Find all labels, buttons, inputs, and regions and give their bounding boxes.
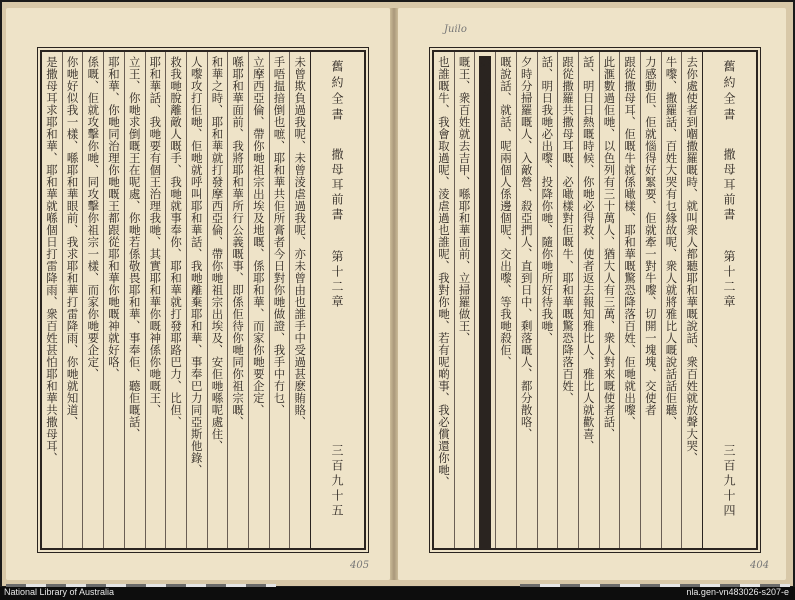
text-column: 嘅說話、就話、呢兩個人係邊個呢、交出嚟、等我哋殺佢、: [495, 52, 516, 548]
text-column: 牛嚟、撒羅話、百姓大哭有乜緣故呢、衆人就將雅比人嘅說話話佢聽、: [661, 52, 682, 548]
text-column: 去你處使者到嗰撒羅嘅時、就叫衆人都聽耶和華嘅說話、衆百姓就放聲大哭、: [681, 52, 702, 548]
book-name: 撒母耳前書: [722, 148, 736, 223]
page-number: 三百九十四: [722, 444, 736, 519]
text-column: 是撒母耳求耶和華、耶和華就喺個日打雷降雨、衆百姓甚怕耶和華共撒母耳、: [44, 56, 59, 464]
library-credit: National Library of Australia: [4, 587, 115, 597]
book-name: 撒母耳前書: [330, 148, 344, 223]
text-column: 此滙數過佢哋、以色列有三十萬人、猶大人有三萬、衆人對來嘅使者話、: [599, 52, 620, 548]
text-column: 話、明日我哋必出嚟、投降你哋、隨你哋所好待我哋、: [537, 52, 558, 548]
chapter-marker: 第十三章: [479, 56, 491, 548]
text-column: 喺耶和華面前、我將耶和華所行公義嘅事、即係佢待你哋同你祖宗嘅、: [227, 52, 248, 548]
gutter: [390, 8, 398, 580]
text-column: 力感動佢、佢就惱得好緊要、佢就牽一對牛嚟、切開一塊塊、交使者: [640, 52, 661, 548]
chapter-label: 第十二章: [722, 250, 736, 310]
book-title: 舊約全書: [330, 60, 344, 124]
text-column: 跟從撒母耳、佢嘅牛就係噉樣、耶和華嘅驚恐降落百姓、佢哋就出嚟、: [619, 52, 640, 548]
text-column: 耶和華話、我哋要有個王治理我哋、其實耶和華你嘅神係你哋嘅王、: [145, 52, 166, 548]
scan-footer: [0, 587, 795, 600]
text-column: 立摩西亞倫、帶你哋祖宗出埃及地嘅、係耶和華、而家你哋要企定、: [248, 52, 269, 548]
text-column: 夕時分掃羅嘅人、入敵營、殺亞捫人、直到日中、剩落嘅人、都分散咯、: [516, 52, 537, 548]
text-column: 救我哋脫離敵人嘅手、我哋就事奉你、耶和華就打發耶路巴力、比但、: [165, 52, 186, 548]
left-text-frame: [40, 50, 366, 550]
scan-identifier: nla.gen-vn483026-s207-e: [686, 587, 789, 597]
text-column: [474, 52, 495, 548]
left-page: [6, 8, 390, 580]
right-page-margin: [702, 52, 757, 548]
text-column: 嘅王、衆百姓就去吉甲、喺耶和華面前、立掃羅做王、: [454, 52, 475, 548]
pencil-page-number: 405: [350, 560, 370, 571]
text-column: 耶和華、你哋同治理你哋嘅王都跟從耶和華你哋嘅神就好咯、: [103, 52, 124, 548]
right-text-frame: [432, 50, 758, 550]
left-text-columns: [42, 52, 310, 548]
text-column: 跟從撒羅共撒母耳嘅、必噉樣對佢嘅牛、耶和華嘅驚恐降落百姓、: [557, 52, 578, 548]
page-number: 三百九十五: [330, 444, 344, 519]
text-column: 係嘅、佢就攻擊你哋、同攻擊你祖宗一樣、而家你哋要企定、: [82, 52, 103, 548]
text-column: 和華之時、耶和華就打發摩西亞倫、帶你哋祖宗出埃及、安佢哋喺呢處住、: [207, 52, 228, 548]
book-title: 舊約全書: [722, 60, 736, 124]
pencil-note: Juilo: [444, 24, 467, 35]
right-page: [398, 8, 786, 580]
text-column: 未曾欺負過我呢、未曾淩虐過我呢、亦未曾由也誰手中受過甚麽賄賂、: [289, 52, 310, 548]
book-spread: [2, 2, 793, 586]
chapter-label: 第十二章: [330, 250, 344, 310]
pencil-page-number: 404: [750, 560, 770, 571]
text-column: 話、明日日熱嘅時候、你哋必得救、使者返去報知雅比人、雅比人就歡喜、: [578, 52, 599, 548]
text-column: 也誰嘅牛、我會取過呢、淩虐過也誰呢、我對你哋、若有呢啲事、我必償還你哋、: [436, 56, 451, 488]
text-column: 人嚟攻打佢哋、佢哋就呼叫耶和華話、我哋離棄耶和華、事奉巴力同亞斯他錄、: [186, 52, 207, 548]
text-column: 立王、你哋求倒嘅王在呢處、你哋若係敬畏耶和華、事奉佢、聽佢嘅話、: [124, 52, 145, 548]
text-column: 手唔揾揞倒也嗻、耶和華共佢所膏者今日對你哋做證、我手中冇乜、: [269, 52, 290, 548]
text-column: 你哋好似我一樣、喺耶和華眼前、我求耶和華打雷降雨、你哋就知道、: [62, 52, 83, 548]
left-page-margin: [310, 52, 365, 548]
right-text-columns: [434, 52, 702, 548]
